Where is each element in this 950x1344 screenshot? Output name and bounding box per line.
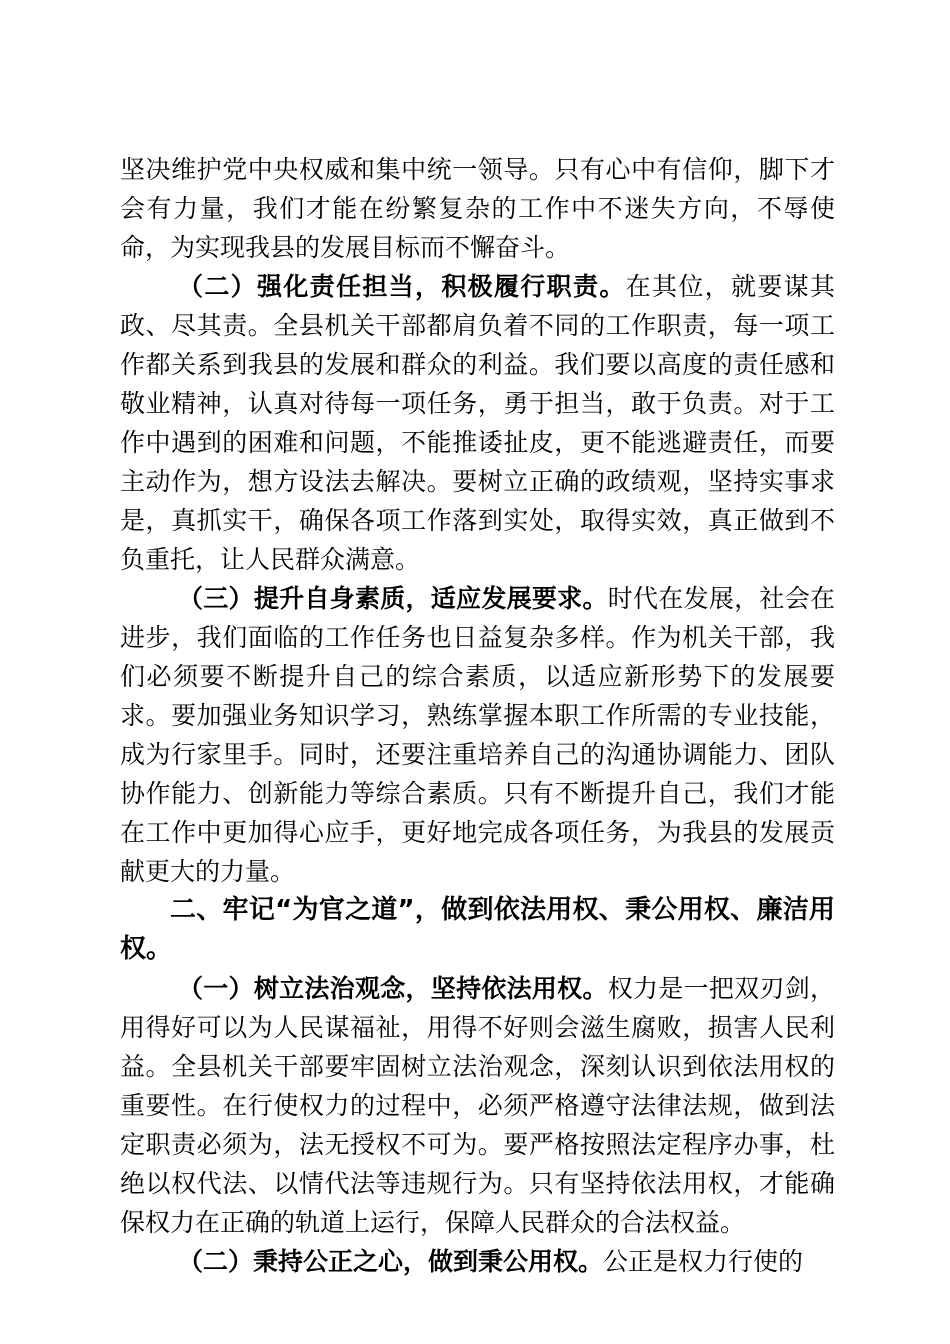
section-heading-text: 二、牢记“为官之道”，做到依法用权、秉公用权、廉洁用权。 [120, 895, 835, 964]
paragraph-body-text: 在其位，就要谋其政、尽其责。全县机关干部都肩负着不同的工作职责，每一项工作都关系到我县的发展和群众的利益。我们要以高度的责任感和敬业精神，认真对待每一项任务，勇于担当，敢于负责。对于工作中遇到的困难和问题，不能推诿扯皮，更不能逃避责任，而要主动作为，想方设法去解决。要树立正确的政绩观，坚持实事求是，真抓实干，确保各项工作落到实处，取得实效，真正做到不负重托，让人民群众满意。 [120, 272, 835, 574]
subsection-heading: （二）秉持公正之心，做到秉公用权。 [178, 1247, 604, 1276]
paragraph-subsection-1-rule-of-law [120, 969, 835, 1242]
paragraph-body-text: 权力是一把双刃剑，用得好可以为人民谋福祉，用得不好则会滋生腐败，损害人民利益。全县机关干部要牢固树立法治观念，深刻认识到依法用权的重要性。在行使权力的过程中，必须严格遵守法律法规，做到法定职责必须为，法无授权不可为。要严格按照法定程序办事，杜绝以权代法、以情代法等违规行为。只有坚持依法用权，才能确保权力在正确的轨道上运行，保障人民群众的合法权益。 [120, 974, 835, 1237]
paragraph-subsection-2-responsibility [120, 267, 835, 579]
paragraph-body-text: 坚决维护党中央权威和集中统一领导。只有心中有信仰，脚下才会有力量，我们才能在纷繁复杂的工作中不迷失方向，不辱使命，为实现我县的发展目标而不懈奋斗。 [120, 155, 835, 262]
section-heading-2 [120, 891, 835, 969]
subsection-heading: （一）树立法治观念，坚持依法用权。 [178, 974, 608, 1003]
subsection-heading: （二）强化责任担当，积极履行职责。 [178, 272, 626, 301]
document-body [120, 150, 835, 1281]
paragraph-subsection-2-fairness [120, 1242, 835, 1281]
paragraph-body-text: 时代在发展，社会在进步，我们面临的工作任务也日益复杂多样。作为机关干部，我们必须要不断提升自己的综合素质，以适应新形势下的发展要求。要加强业务知识学习，熟练掌握本职工作所需的专业技能，成为行家里手。同时，还要注重培养自己的沟通协调能力、团队协作能力、创新能力等综合素质。只有不断提升自己，我们才能在工作中更加得心应手，更好地完成各项任务，为我县的发展贡献更大的力量。 [120, 584, 835, 886]
paragraph-body-text: 公正是权力行使的 [603, 1247, 804, 1276]
paragraph-subsection-3-quality [120, 579, 835, 891]
paragraph-continuation [120, 150, 835, 267]
subsection-heading: （三）提升自身素质，适应发展要求。 [178, 584, 608, 613]
